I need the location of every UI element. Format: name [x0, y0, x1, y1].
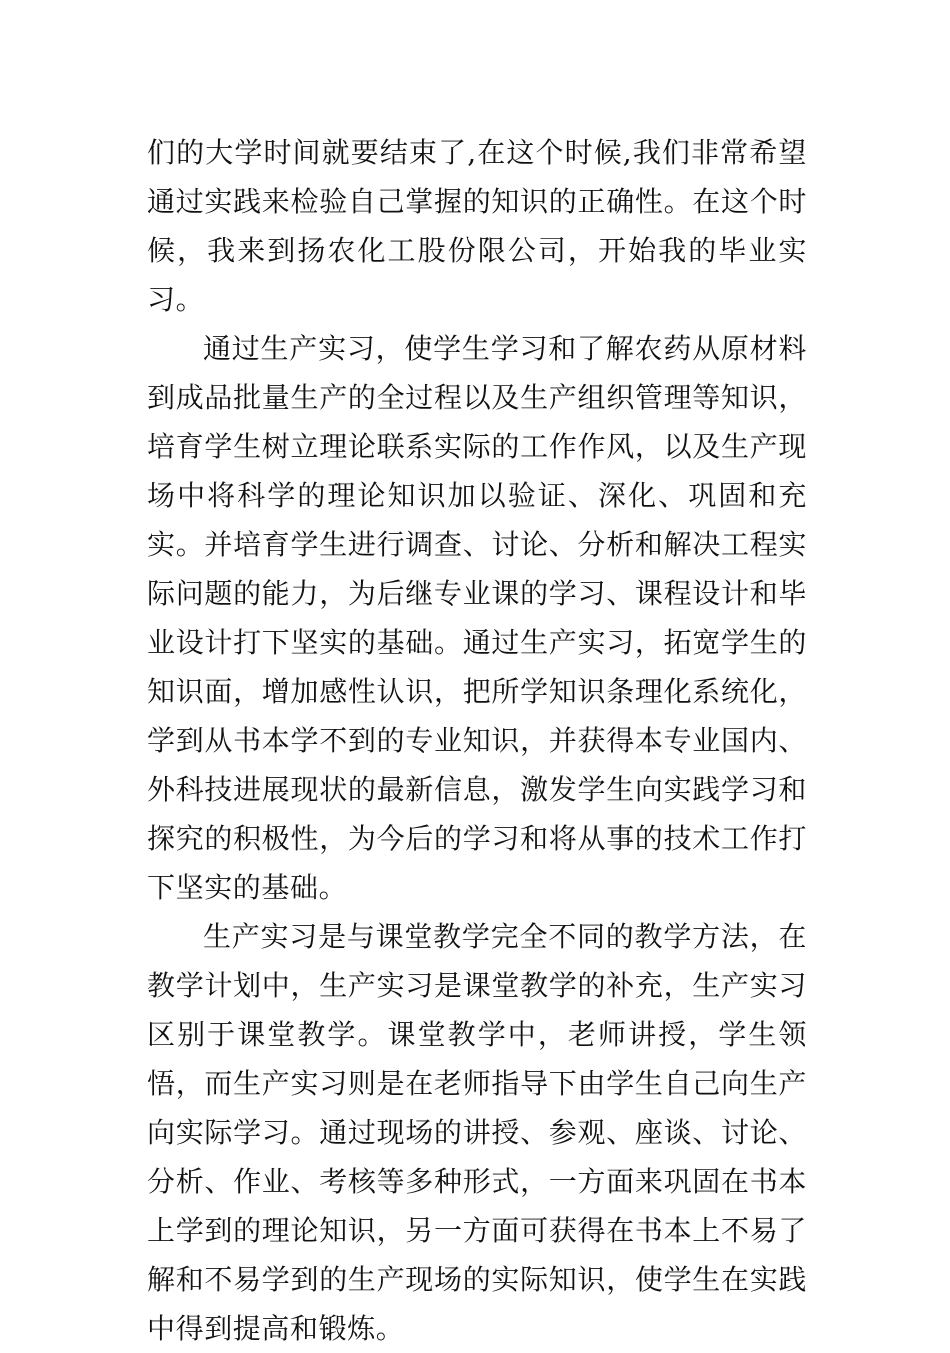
- document-body: [147, 128, 807, 1353]
- paragraph-practice-method: 生产实习是与课堂教学完全不同的教学方法，在教学计划中，生产实习是课堂教学的补充，生产实习区别于课堂教学。课堂教学中，老师讲授，学生领悟，而生产实习则是在老师指导下由学生自己向生产向实际学习。通过现场的讲授、参观、座谈、讨论、分析、作业、考核等多种形式，一方面来巩固在书本上学到的理论知识，另一方面可获得在书本上不易了解和不易学到的生产现场的实际知识，使学生在实践中得到提高和锻炼。: [147, 920, 807, 1345]
- paragraph-continuation: 们的大学时间就要结束了,在这个时候,我们非常希望通过实践来检验自己掌握的知识的正确性。在这个时候，我来到扬农化工股份限公司，开始我的毕业实习。: [147, 136, 807, 316]
- paragraph-practice-purpose: 通过生产实习，使学生学习和了解农药从原材料到成品批量生产的全过程以及生产组织管理等知识，培育学生树立理论联系实际的工作作风，以及生产现场中将科学的理论知识加以验证、深化、巩固和充实。并培育学生进行调查、讨论、分析和解决工程实际问题的能力，为后继专业课的学习、课程设计和毕业设计打下坚实的基础。通过生产实习，拓宽学生的知识面，增加感性认识，把所学知识条理化系统化，学到从书本学不到的专业知识，并获得本专业国内、外科技进展现状的最新信息，激发学生向实践学习和探究的积极性，为今后的学习和将从事的技术工作打下坚实的基础。: [147, 332, 807, 904]
